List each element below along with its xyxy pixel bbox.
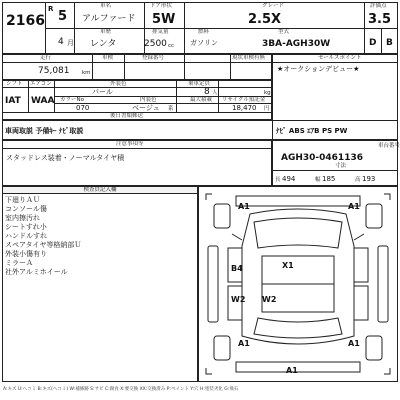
- interior-unit: 系: [168, 106, 174, 112]
- mileage-value: 75,081: [38, 66, 70, 76]
- mark-a1-rear-left: A1: [238, 339, 250, 348]
- car-damage-diagram: [198, 186, 398, 382]
- inspection-line: コンソール傷: [5, 205, 47, 213]
- mark-b4-left: B4: [231, 264, 243, 273]
- displacement-value: 2500: [144, 39, 167, 49]
- mark-w2-mid: W2: [262, 295, 277, 304]
- height-label: 高: [355, 177, 361, 183]
- year-unit: 月: [67, 39, 74, 47]
- interior-ext-grade: D: [369, 38, 377, 48]
- year-top: 5: [58, 9, 68, 24]
- mark-w2-left: W2: [231, 295, 246, 304]
- mark-x1-roof: X1: [282, 261, 294, 270]
- inspection-line: 室内擦汚れ: [5, 214, 40, 222]
- car-name: アルファード: [82, 14, 136, 24]
- recycle-unit: 円: [264, 106, 270, 112]
- door-label: ドア形状: [150, 3, 172, 9]
- sales-label: セールスポイント: [318, 55, 362, 61]
- seats-unit: 人: [212, 90, 218, 96]
- interior-label: 内装色: [140, 97, 157, 103]
- mileage-label: 走行: [40, 55, 52, 61]
- inspection-line: スペアタイヤ等格納部Ｕ: [5, 241, 82, 249]
- inspection-line: 外装小傷有り: [5, 250, 47, 258]
- future-docs-label: 後日書類郵送: [110, 113, 144, 119]
- recycle-label: リサイクル預託金: [222, 97, 266, 103]
- kind-label: 車歴: [100, 29, 112, 35]
- mileage-unit: km: [82, 70, 91, 76]
- registration-label: 登録番号: [142, 55, 165, 61]
- equipment-list: ﾅﾋﾞ ABS ｴｱB PS PW: [276, 127, 348, 135]
- mark-a1-rear: A1: [286, 366, 298, 375]
- fuel-value: ガソリン: [190, 39, 218, 47]
- length-value: 494: [282, 175, 296, 183]
- chassis-label: 車台番号: [378, 143, 400, 149]
- notes-header: 注意事項等: [116, 141, 144, 147]
- grade-label: グレード: [262, 3, 285, 9]
- door-value: 5W: [152, 12, 176, 27]
- aircon-label: エアコン: [30, 81, 52, 87]
- recycle-value: 18,470: [232, 104, 257, 112]
- width-label: 幅: [315, 177, 321, 183]
- height-value: 193: [362, 175, 376, 183]
- exterior-label: 外装色: [110, 81, 127, 87]
- load-unit: kg: [264, 90, 271, 96]
- notes-text: スタッドレス装着・ノーマルタイヤ積: [6, 154, 125, 162]
- fuel-label: 燃料: [198, 29, 210, 35]
- size-label: 寸法: [335, 163, 347, 169]
- grade-value: 2.5X: [248, 12, 282, 27]
- exterior-value: パール: [92, 88, 113, 96]
- r-mark: R: [48, 5, 54, 13]
- mark-a1-rear-right: A1: [348, 339, 360, 348]
- shift-label: シフト: [6, 81, 23, 87]
- inspection-line: ミラーＡ: [5, 259, 33, 267]
- inspection-line: 社外アルミホイール: [5, 268, 68, 276]
- eval-label: 評価点: [370, 3, 387, 9]
- seats-label: 乗車定員: [188, 81, 211, 87]
- load-label: 最大積載: [190, 97, 213, 103]
- model-label: 型式: [278, 29, 290, 35]
- eval-score: 3.5: [368, 12, 392, 27]
- seats-value: 8: [204, 87, 210, 97]
- interior-int-grade: B: [386, 38, 393, 48]
- legend-text: A:キズ U:へコミ B:キズ(ヘコミ) W:補修跡 S:サビ C:腐食 X:要交換 XX:交換済み P:ペイント Y:穴 H:塗装劣化 G:飛石: [3, 387, 239, 392]
- inspection-line: 下廻りＡＵ: [5, 196, 40, 204]
- kind-value: レンタ: [90, 39, 117, 49]
- year-bottom: 4: [58, 37, 64, 47]
- shift-value: IAT: [5, 96, 21, 106]
- width-value: 185: [322, 175, 336, 183]
- recycle-head-label: 現状車検有無: [232, 55, 266, 61]
- sales-point: ★オークションデビュー★: [277, 65, 360, 73]
- interior-value: ベージュ: [132, 104, 160, 112]
- inspection-label: 車検: [102, 55, 114, 61]
- mark-a1-front-right: A1: [348, 202, 360, 211]
- car-name-label: 車名: [100, 3, 112, 9]
- inspection-line: シートすれ小: [5, 223, 47, 231]
- inspection-header: 検査員記入欄: [2, 186, 198, 194]
- color-no-value: 070: [76, 104, 90, 112]
- inspection-line: ハンドルすれ: [5, 232, 47, 240]
- color-no-label: カラーNo: [60, 97, 84, 103]
- model-value: 3BA-AGH30W: [262, 39, 331, 49]
- length-label: 長: [275, 177, 281, 183]
- mark-a1-front-left: A1: [238, 202, 250, 211]
- aircon-value: WAA: [31, 96, 55, 106]
- chassis-number: AGH30-0461136: [281, 153, 363, 163]
- lot-number: 2166: [6, 13, 45, 29]
- displacement-label: 排気量: [152, 29, 169, 35]
- documents-list: 車両取説 予備ｷｰ ﾅﾋﾞ取説: [5, 127, 84, 135]
- displacement-unit: cc: [168, 43, 175, 49]
